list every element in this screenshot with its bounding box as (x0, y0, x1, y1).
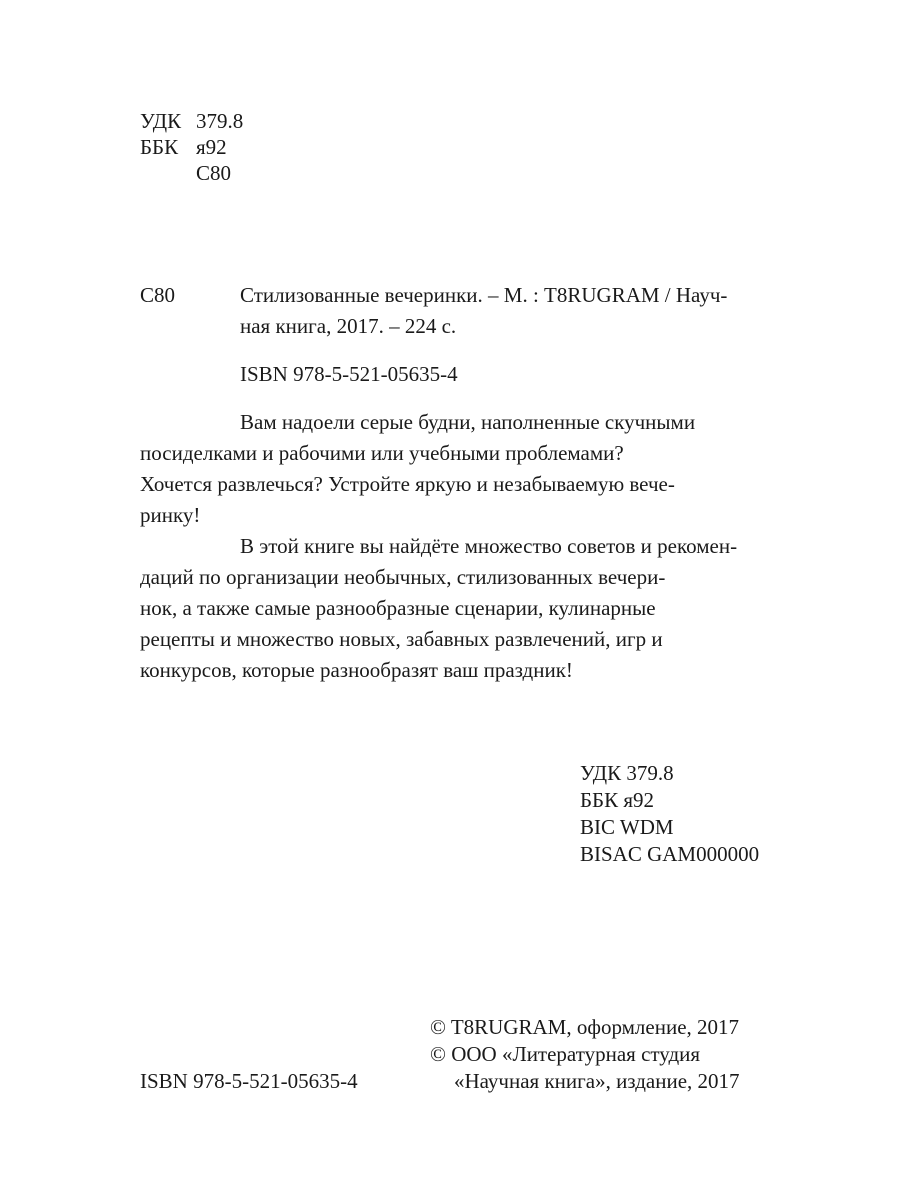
annotation-line: нок, а также самые разнообразные сценарии, кулинарные (140, 596, 656, 620)
catalog-title-line: ная книга, 2017. – 224 с. (240, 314, 457, 338)
annotation-line: посиделками и рабочими или учебными проблемами? (140, 441, 624, 465)
annotation-line: В этой книге вы найдёте множество советов и рекомен- (240, 534, 738, 558)
annotation-line: ринку! (140, 503, 201, 527)
author-mark: С80 (196, 161, 232, 185)
udk-code: УДК 379.8 (580, 761, 674, 785)
header-bbk-row (140, 134, 227, 160)
annotation-line: рецепты и множество новых, забавных развлечений, игр и (140, 627, 663, 651)
udk-value: 379.8 (196, 109, 244, 133)
copyright-line: © T8RUGRAM, оформление, 2017 (430, 1015, 740, 1039)
copyright-block (430, 1014, 740, 1095)
udk-label: УДК (140, 109, 182, 133)
bisac-code: BISAC GAM000000 (580, 842, 760, 866)
catalog-title-line: Стилизованные вечеринки. – М. : T8RUGRAM / Науч- (240, 283, 728, 307)
header-author-mark-row (140, 160, 231, 186)
header-udk-row (140, 108, 243, 134)
bic-code: BIC WDM (580, 815, 674, 839)
copyright-line: «Научная книга», издание, 2017 (454, 1069, 740, 1093)
classification-codes (580, 760, 759, 868)
catalog-card-code: С80 (140, 283, 176, 307)
footer-isbn: ISBN 978-5-521-05635-4 (140, 1069, 358, 1093)
catalog-isbn: ISBN 978-5-521-05635-4 (240, 362, 458, 386)
annotation-line: Вам надоели серые будни, наполненные скучными (240, 410, 696, 434)
bbk-code: ББК я92 (580, 788, 655, 812)
annotation-line: Хочется развлечься? Устройте яркую и незабываемую вече- (140, 472, 675, 496)
bbk-value: я92 (196, 135, 227, 159)
annotation-line: конкурсов, которые разнообразят ваш праздник! (140, 658, 573, 682)
bbk-label: ББК (140, 135, 179, 159)
annotation-line: даций по организации необычных, стилизованных вечери- (140, 565, 666, 589)
copyright-line: © ООО «Литературная студия (430, 1042, 701, 1066)
